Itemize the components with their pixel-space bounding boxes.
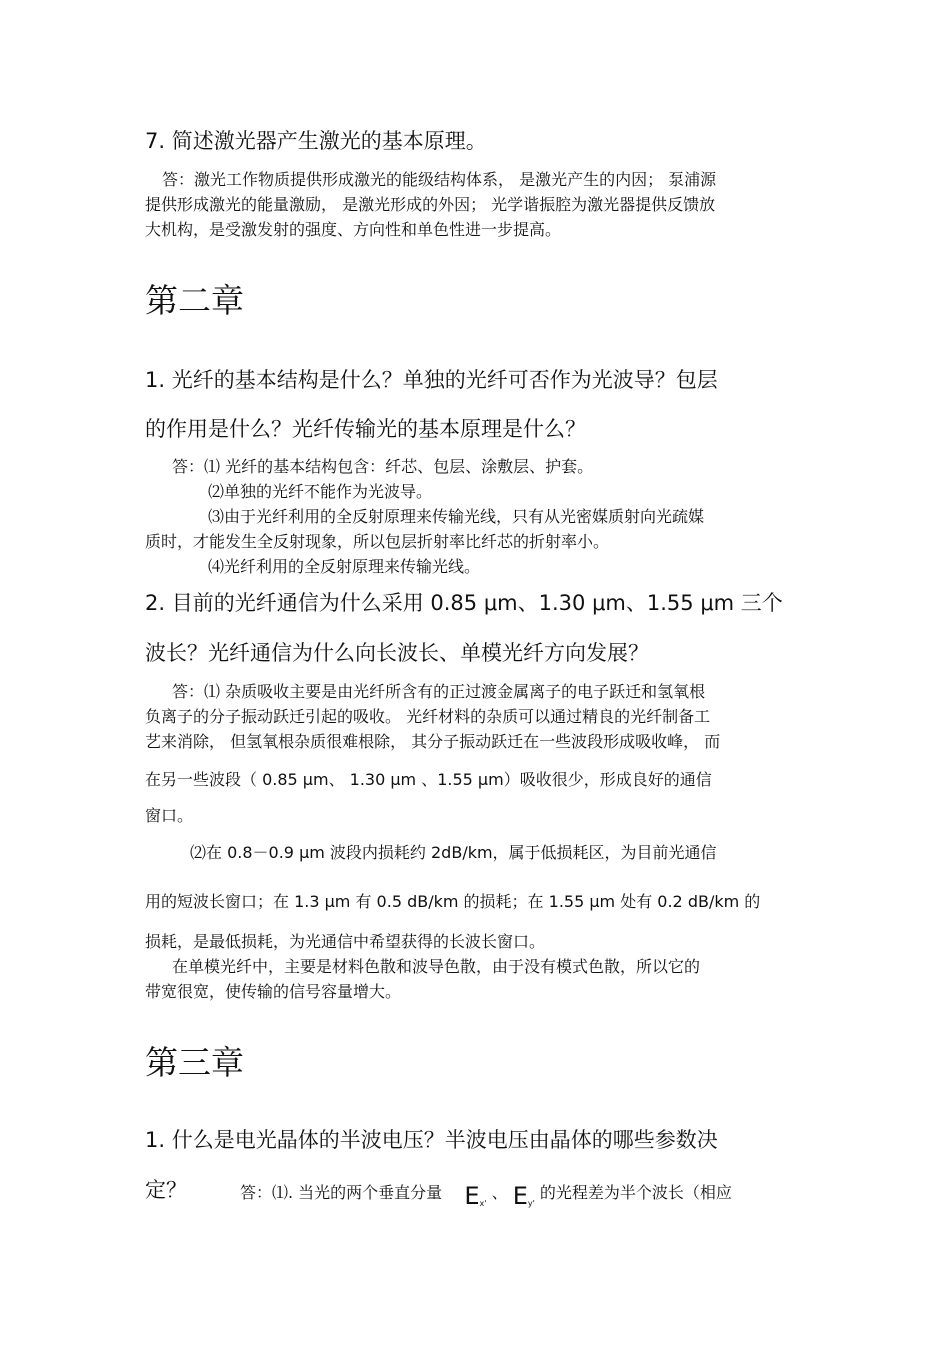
answer-line: ⑵单独的光纤不能作为光波导。 xyxy=(208,482,433,501)
separator: 、 xyxy=(491,1183,508,1202)
answer-line: 艺来消除， 但氢氧根杂质很难根除， 其分子振动跃迁在一些波段形成吸收峰， 而 xyxy=(145,732,721,751)
answer-line: 答：激光工作物质提供形成激光的能级结构体系， 是激光产生的内因； 泵浦源 xyxy=(162,170,717,189)
answer-line: 负离子的分子振动跃迁引起的吸收。 光纤材料的杂质可以通过精良的光纤制备工 xyxy=(145,707,711,726)
answer-line: ⑶由于光纤利用的全反射原理来传输光线，只有从光密媒质射向光疏媒 xyxy=(208,507,705,526)
chapter-3-question-1-title: 1. 什么是电光晶体的半波电压？半波电压由晶体的哪些参数决 xyxy=(145,1128,718,1152)
answer-line: 带宽很宽，使传输的信号容量增大。 xyxy=(145,982,402,1001)
answer-line: 用的短波长窗口；在 1.3 μm 有 0.5 dB/km 的损耗；在 1.55 μm 处有 0.2 dB/km 的 xyxy=(145,892,761,911)
answer-line: 提供形成激光的能量激励， 是激光形成的外因； 光学谐振腔为激光器提供反馈放 xyxy=(145,195,716,214)
question-7-title: 7. 简述激光器产生激光的基本原理。 xyxy=(145,129,487,153)
chapter-2-heading: 第二章 xyxy=(145,281,244,320)
answer-line: 在单模光纤中，主要是材料色散和波导色散，由于没有模式色散，所以它的 xyxy=(172,957,701,976)
answer-line: 答：⑴ 光纤的基本结构包含：纤芯、包层、涂敷层、护套。 xyxy=(172,457,594,476)
chapter-2-question-2-title: 波长？光纤通信为什么向长波长、单模光纤方向发展？ xyxy=(145,641,649,665)
answer-line: ⑷光纤利用的全反射原理来传输光线。 xyxy=(208,557,481,576)
answer-suffix: 的光程差为半个波长（相应 xyxy=(539,1183,732,1202)
symbol-e: E xyxy=(512,1182,528,1210)
answer-line: 大机构，是受激发射的强度、方向性和单色性进一步提高。 xyxy=(145,220,562,239)
chapter-3-answer-line xyxy=(240,1182,732,1211)
answer-line: 损耗，是最低损耗，为光通信中希望获得的长波长窗口。 xyxy=(145,932,546,951)
answer-line: 答：⑴ 杂质吸收主要是由光纤所含有的正过渡金属离子的电子跃迁和氢氧根 xyxy=(172,682,706,701)
answer-prefix: 答：⑴. 当光的两个垂直分量 xyxy=(240,1183,443,1202)
subscript-y-prime: y' xyxy=(527,1199,535,1208)
chapter-3-heading: 第三章 xyxy=(145,1043,244,1082)
symbol-e: E xyxy=(464,1182,480,1210)
subscript-x-prime: x' xyxy=(479,1199,487,1208)
answer-line: 在另一些波段（ 0.85 μm、 1.30 μm 、1.55 μm）吸收很少，形成良好的通信 xyxy=(145,770,712,789)
chapter-2-question-1-title: 1. 光纤的基本结构是什么？单独的光纤可否作为光波导？包层 xyxy=(145,368,718,392)
chapter-2-question-2-title: 2. 目前的光纤通信为什么采用 0.85 μm、1.30 μm、1.55 μm 三个 xyxy=(145,591,783,615)
chapter-2-question-1-title: 的作用是什么？光纤传输光的基本原理是什么？ xyxy=(145,417,586,441)
answer-line: ⑵在 0.8－0.9 μm 波段内损耗约 2dB/km，属于低损耗区，为目前光通信 xyxy=(190,843,717,862)
answer-line: 窗口。 xyxy=(145,806,194,825)
answer-line: 质时，才能发生全反射现象，所以包层折射率比纤芯的折射率小。 xyxy=(145,532,610,551)
chapter-3-question-1-title: 定？ xyxy=(145,1178,187,1202)
